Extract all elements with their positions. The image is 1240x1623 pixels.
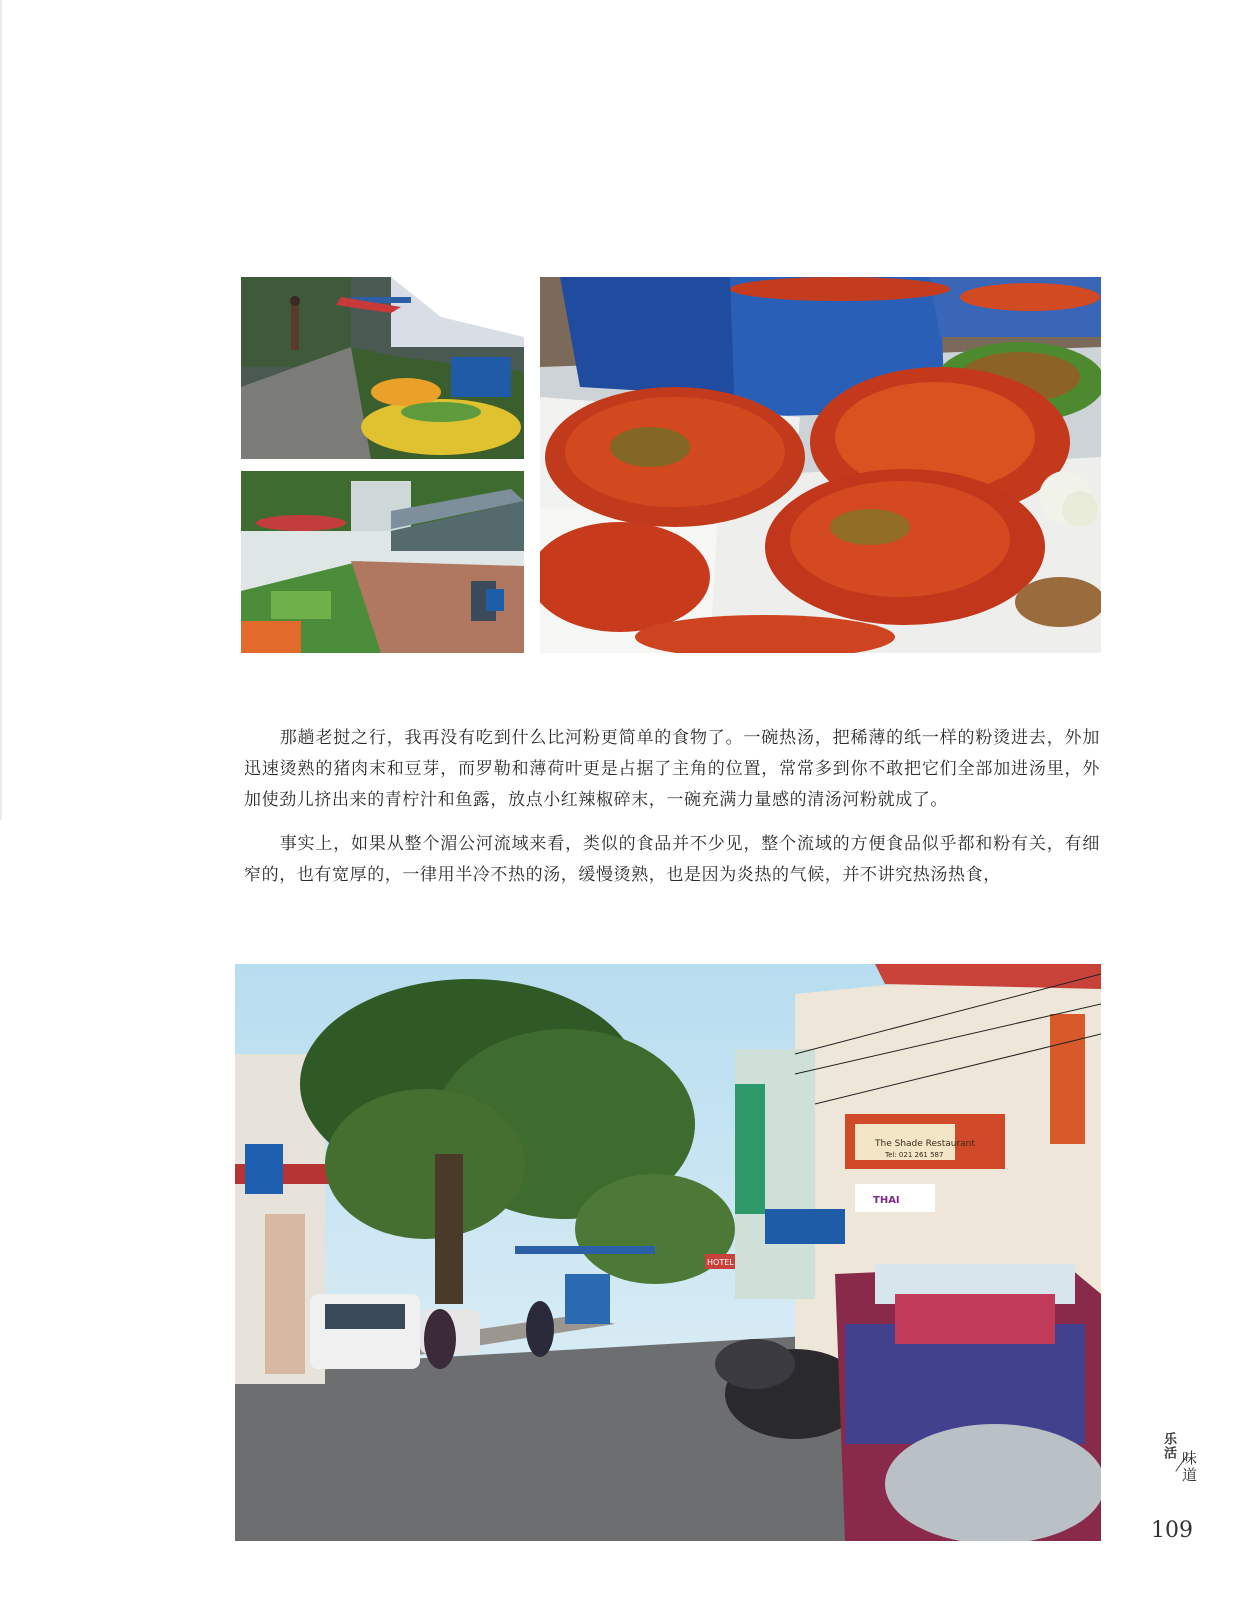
market-photo-bottom-image — [241, 471, 524, 653]
market-photo-top — [241, 277, 524, 459]
chili-photo-image — [540, 277, 1101, 653]
hotel-sign: HOTEL — [707, 1258, 734, 1267]
section-marker — [1153, 1432, 1213, 1502]
article-paragraph-1 — [244, 723, 1100, 816]
street-photo — [235, 964, 1101, 1541]
restaurant-sign-phone: Tel: 021 261 587 — [885, 1151, 944, 1159]
section-name-a: 乐活 — [1161, 1432, 1176, 1460]
article-paragraph-2-text: 事实上，如果从整个湄公河流域来看，类似的食品并不少见，整个流域的方便食品似乎都和粉有关，有细窄的，也有宽厚的，一律用半冷不热的汤，缓慢烫熟，也是因为炎热的气候，并不讲究热汤热食， — [244, 834, 1100, 885]
section-name-b: 味道 — [1180, 1450, 1198, 1484]
airline-sign: THAI — [873, 1195, 900, 1206]
market-photo-top-image — [241, 277, 524, 459]
page-number: 109 — [1151, 1518, 1193, 1543]
page-edge-rule — [0, 0, 2, 820]
article-paragraph-1-text: 那趟老挝之行，我再没有吃到什么比河粉更简单的食物了。一碗热汤，把稀薄的纸一样的粉烫进去，外加迅速烫熟的猪肉末和豆芽，而罗勒和薄荷叶更是占据了主角的位置，常常多到你不敢把它们全部加进汤里，外加使劲儿挤出来的青柠汁和鱼露，放点小红辣椒碎末，一碗充满力量感的清汤河粉就成了。 — [244, 728, 1100, 810]
street-photo-image — [235, 964, 1101, 1541]
chili-photo — [540, 277, 1101, 653]
restaurant-sign-name: The Shade Restaurant — [875, 1139, 975, 1149]
market-photo-bottom — [241, 471, 524, 653]
article-paragraph-2 — [244, 829, 1100, 891]
